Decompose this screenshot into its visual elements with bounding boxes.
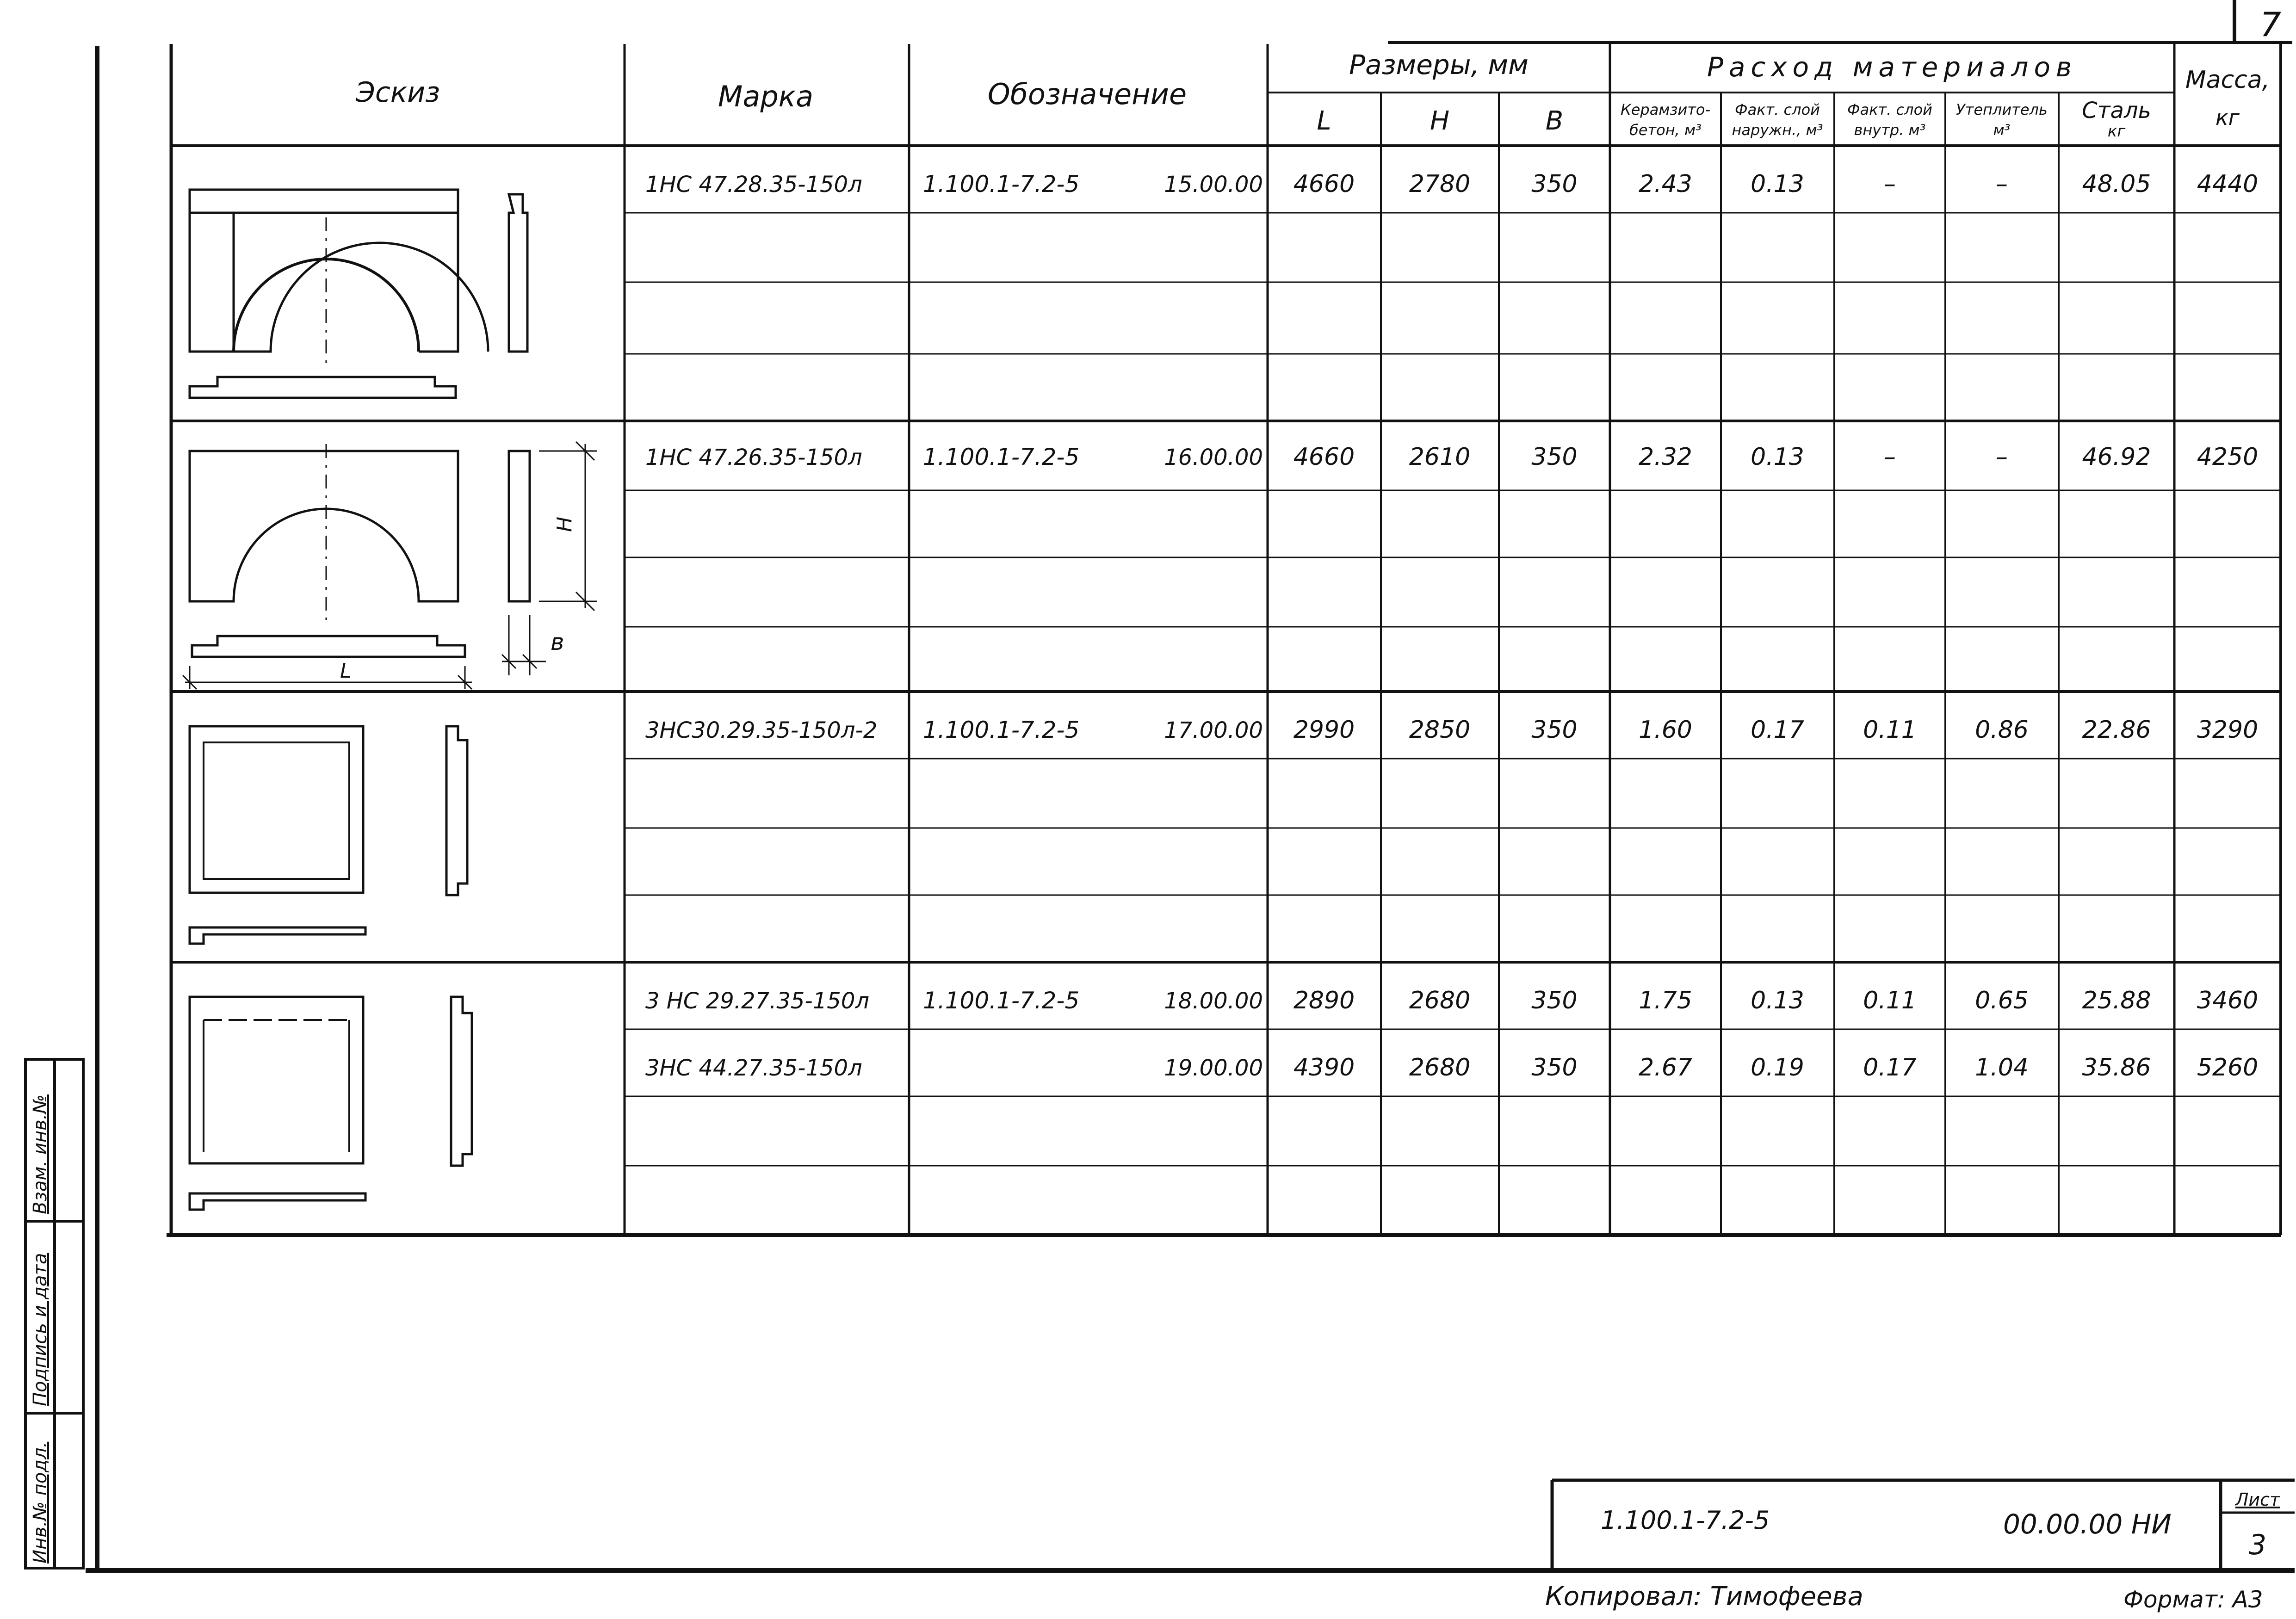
dim-label-B: в — [551, 629, 564, 655]
cell-insul: 0.86 — [1975, 716, 2029, 744]
header-mass-1: Масса, — [2185, 66, 2270, 94]
sheet-frame — [86, 0, 2295, 1570]
cell-insul: – — [1996, 170, 2008, 198]
cell-mark: 3НС 44.27.35-150л — [645, 1055, 862, 1081]
table-header — [355, 49, 2270, 141]
cell-H: 2680 — [1409, 987, 1471, 1014]
cell-mass: 4440 — [2197, 170, 2259, 198]
table-row — [645, 987, 2258, 1014]
cell-H: 2780 — [1409, 170, 1471, 198]
stamp-inv-orig: Инв.№ подл. — [30, 1441, 51, 1563]
header-designation: Обозначение — [987, 77, 1187, 111]
table-body — [645, 170, 2258, 1081]
sketches — [183, 190, 597, 1210]
header-steel-1: Сталь — [2082, 98, 2151, 124]
table-row — [645, 170, 2258, 198]
stamp-inv-replace: Взам. инв.№ — [30, 1094, 51, 1214]
cell-L: 4390 — [1293, 1054, 1355, 1081]
cell-keramzit: 2.43 — [1639, 170, 1692, 198]
cell-B: 350 — [1531, 170, 1578, 198]
cell-steel: 48.05 — [2082, 170, 2151, 198]
cell-mass: 3290 — [2197, 716, 2259, 744]
cell-insul: 0.65 — [1975, 987, 2029, 1014]
header-insul-2: м³ — [1993, 121, 2011, 139]
dim-label-L: L — [340, 659, 352, 683]
cell-fact-out: 0.13 — [1751, 987, 1804, 1014]
cell-fact-out: 0.19 — [1751, 1054, 1804, 1081]
cell-doc: 1.100.1-7.2-5 — [923, 444, 1080, 470]
cell-keramzit: 1.75 — [1639, 987, 1692, 1014]
cell-steel: 35.86 — [2082, 1054, 2151, 1081]
header-steel-2: кг — [2107, 122, 2126, 141]
header-keramzit-1: Керамзито- — [1620, 101, 1711, 118]
cell-code: 19.00.00 — [1164, 1055, 1263, 1081]
sketch-frame-panel-4 — [190, 997, 472, 1210]
title-sheet-label: Лист — [2235, 1489, 2280, 1510]
cell-doc: 1.100.1-7.2-5 — [923, 717, 1080, 743]
table-row — [645, 1054, 2258, 1081]
header-fact-in-2: внутр. м³ — [1854, 121, 1926, 139]
cell-doc: 1.100.1-7.2-5 — [923, 987, 1080, 1014]
cell-insul: – — [1996, 443, 2008, 471]
title-code: 00.00.00 НИ — [2003, 1508, 2172, 1540]
cell-B: 350 — [1531, 716, 1578, 744]
cell-doc: 1.100.1-7.2-5 — [923, 171, 1080, 198]
footer-copied: Копировал: Тимофеева — [1545, 1582, 1863, 1612]
header-fact-in-1: Факт. слой — [1847, 101, 1932, 118]
cell-code: 16.00.00 — [1164, 445, 1263, 470]
cell-code: 17.00.00 — [1164, 717, 1263, 743]
header-fact-out-2: наружн., м³ — [1732, 121, 1823, 139]
cell-fact-in: – — [1884, 443, 1896, 471]
cell-mass: 3460 — [2197, 987, 2259, 1014]
header-dimensions: Размеры, мм — [1349, 49, 1529, 80]
cell-B: 350 — [1531, 987, 1578, 1014]
cell-mass: 5260 — [2197, 1054, 2259, 1081]
page-number: 7 — [2260, 5, 2281, 44]
cell-fact-in: 0.11 — [1863, 987, 1917, 1014]
cell-fact-in: – — [1884, 170, 1896, 198]
header-mass-2: кг — [2216, 105, 2240, 130]
cell-mass: 4250 — [2197, 443, 2259, 471]
cell-fact-out: 0.17 — [1751, 716, 1804, 744]
header-dim-H: H — [1430, 106, 1450, 136]
cell-fact-in: 0.17 — [1863, 1054, 1917, 1081]
header-keramzit-2: бетон, м³ — [1629, 121, 1702, 139]
cell-keramzit: 1.60 — [1639, 716, 1692, 744]
cell-fact-out: 0.13 — [1751, 170, 1804, 198]
cell-insul: 1.04 — [1975, 1054, 2029, 1081]
cell-steel: 25.88 — [2082, 987, 2151, 1014]
title-sheet-no: 3 — [2248, 1529, 2267, 1561]
cell-H: 2680 — [1409, 1054, 1471, 1081]
cell-L: 4660 — [1293, 170, 1355, 198]
cell-steel: 46.92 — [2082, 443, 2151, 471]
cell-code: 18.00.00 — [1164, 988, 1263, 1014]
cell-mark: 1НС 47.26.35-150л — [645, 445, 862, 470]
header-materials: Расход материалов — [1707, 51, 2078, 83]
cell-L: 4660 — [1293, 443, 1355, 471]
cell-keramzit: 2.67 — [1639, 1054, 1692, 1081]
cell-L: 2890 — [1293, 987, 1355, 1014]
cell-H: 2610 — [1409, 443, 1471, 471]
header-fact-out-1: Факт. слой — [1735, 101, 1820, 118]
header-sketch: Эскиз — [355, 76, 440, 109]
stamp-sign-date: Подпись и дата — [30, 1253, 51, 1406]
header-dim-L: L — [1317, 106, 1331, 136]
cell-steel: 22.86 — [2082, 716, 2151, 744]
table-row — [645, 443, 2258, 471]
cell-H: 2850 — [1409, 716, 1471, 744]
sketch-frame-panel-3 — [190, 726, 467, 944]
cell-code: 15.00.00 — [1164, 172, 1263, 198]
cell-B: 350 — [1531, 1054, 1578, 1081]
sketch-arch-panel-2 — [183, 442, 597, 689]
header-insul-1: Утеплитель — [1956, 101, 2048, 118]
cell-fact-out: 0.13 — [1751, 443, 1804, 471]
cell-mark: 3НС30.29.35-150л-2 — [645, 717, 878, 743]
cell-B: 350 — [1531, 443, 1578, 471]
sketch-arch-panel-1 — [190, 190, 527, 398]
cell-keramzit: 2.32 — [1639, 443, 1692, 471]
cell-fact-in: 0.11 — [1863, 716, 1917, 744]
cell-mark: 3 НС 29.27.35-150л — [645, 988, 870, 1014]
cell-L: 2990 — [1293, 716, 1355, 744]
title-doc: 1.100.1-7.2-5 — [1601, 1506, 1770, 1535]
dim-label-H: H — [553, 516, 576, 532]
header-mark: Марка — [718, 80, 814, 113]
table-row — [645, 716, 2258, 744]
footer-format: Формат: А3 — [2123, 1586, 2263, 1613]
header-dim-B: B — [1545, 106, 1564, 136]
cell-mark: 1НС 47.28.35-150л — [645, 172, 862, 198]
